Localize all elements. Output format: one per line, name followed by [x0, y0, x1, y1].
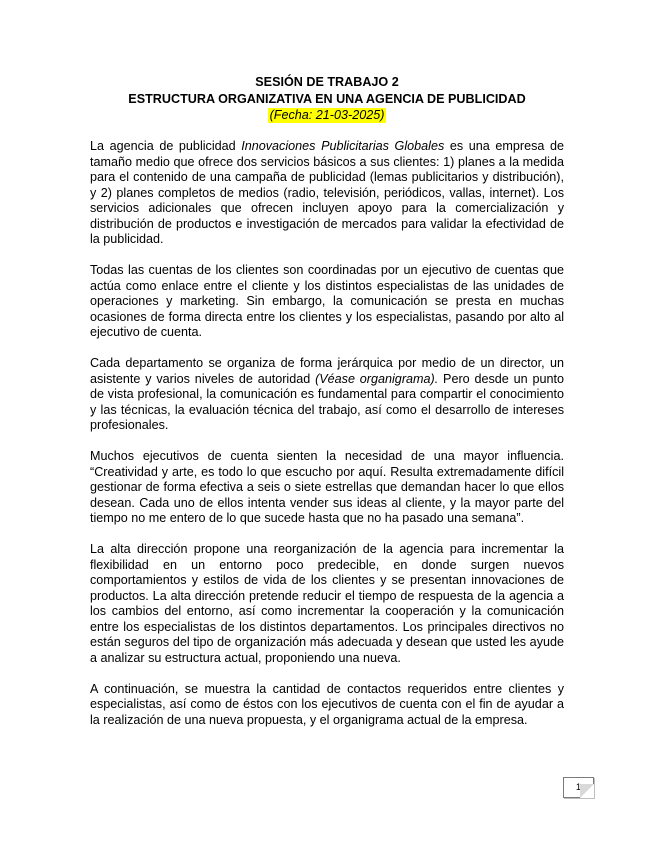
paragraph-intro-rest: es una empresa de tamaño medio que ofrece dos servicios básicos a sus clientes: 1) planes a la medida para el contenido de una campaña de publicidad (lemas publicitarios y distribución), y 2) planes completos de medios (radio, televisión, periódicos, vallas, internet). Los servicios adicionales que ofrecen incluyen apoyo para la comercialización y distribución de productos e investigación de mercados para validar la efectividad de la publicidad.	[90, 139, 564, 246]
paragraph-intro	[90, 139, 564, 248]
date-highlight: (Fecha: 21-03-2025)	[269, 108, 385, 122]
page-number-box	[563, 777, 594, 798]
paragraph-closing: A continuación, se muestra la cantidad de contactos requeridos entre clientes y especialistas, así como de éstos con los ejecutivos de cuenta con el fin de ayudar a la realización de una nueva propuesta, y el organigrama actual de la empresa.	[90, 681, 564, 727]
paragraph-departments-rest: Pero desde un punto de vista profesional, la comunicación es fundamental para compartir el conocimiento y las técnicas, la evaluación técnica del trabajo, así como el desarrollo de intereses profesionales.	[90, 371, 564, 432]
paragraph-departments	[90, 356, 564, 434]
paragraph-executives-quote: Muchos ejecutivos de cuenta sienten la necesidad de una mayor influencia. “Creatividad y arte, es todo lo que escucho por aquí. Resulta extremadamente difícil gestionar de forma efectiva a seis o siete estrellas que demandan hacer lo que ellos desean. Cada uno de ellos intenta vender sus ideas al cliente, y la mayor parte del tiempo no me entero de lo que sucede hasta que no ha pasado una semana”.	[90, 449, 564, 525]
date-line	[90, 107, 564, 123]
paragraph-reorganization: La alta dirección propone una reorganización de la agencia para incrementar la flexibilidad en un entorno poco predecible, en donde surgen nuevos comportamientos y estilos de vida de los clientes y se presentan innovaciones de productos. La alta dirección pretende reducir el tiempo de respuesta de la agencia a los cambios del entorno, así como incrementar la cooperación y la comunicación entre los especialistas de los distintos departamentos. Los principales directivos no están seguros del tipo de organización más adecuada y desean que usted les ayude a analizar su estructura actual, proponiendo una nueva.	[90, 542, 564, 665]
page-curl-icon	[580, 784, 594, 798]
document-page	[90, 74, 564, 728]
paragraph-departments-start: Cada departamento se organiza de forma jerárquica por medio de un director, un asistente y varios niveles de autoridad	[90, 356, 564, 386]
page-number: 1	[575, 782, 582, 793]
paragraph-intro-start: La agencia de publicidad	[90, 139, 242, 153]
company-name: Innovaciones Publicitarias Globales	[241, 139, 445, 153]
paragraph-accounts: Todas las cuentas de los clientes son coordinadas por un ejecutivo de cuentas que actúa como enlace entre el cliente y los distintos especialistas de las unidades de operaciones y marketing. Sin embargo, la comunicación se presta en muchas ocasiones de forma directa entre los clientes y los especialistas, pasando por alto al ejecutivo de cuenta.	[90, 263, 564, 339]
session-title: SESIÓN DE TRABAJO 2	[255, 75, 399, 89]
org-chart-reference: (Véase organigrama).	[315, 371, 439, 386]
document-title: ESTRUCTURA ORGANIZATIVA EN UNA AGENCIA DE PUBLICIDAD	[128, 91, 526, 106]
